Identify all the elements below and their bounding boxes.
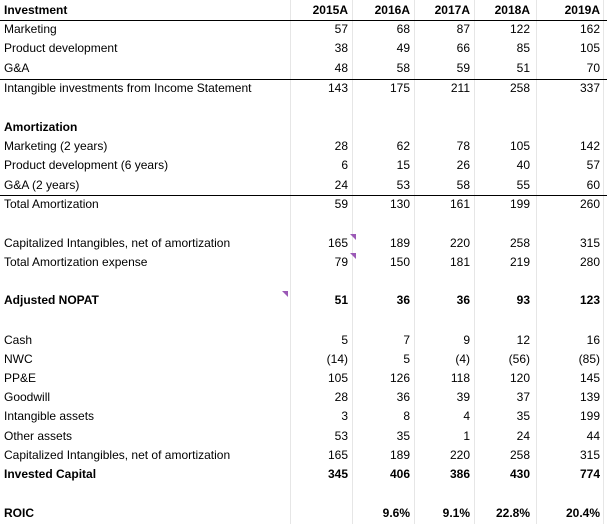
cell: 35 — [516, 409, 530, 423]
cell: 60 — [586, 178, 600, 192]
cell: 315 — [579, 236, 600, 250]
cell: 105 — [327, 371, 348, 385]
row-label: Product development (6 years) — [4, 158, 169, 172]
row-label: Intangible assets — [4, 409, 95, 423]
cell: 315 — [579, 448, 600, 462]
row-label: Cash — [4, 333, 33, 347]
row-label: Marketing — [4, 22, 57, 36]
cell: 62 — [396, 139, 410, 153]
cell: 1 — [463, 429, 470, 443]
row-label: Total Amortization expense — [4, 255, 148, 269]
cell: 189 — [389, 448, 410, 462]
cell: 6 — [341, 158, 348, 172]
cell: 59 — [334, 197, 348, 211]
cell: 258 — [509, 81, 530, 95]
cell: 87 — [456, 22, 470, 36]
year-2016A: 2016A — [374, 3, 410, 17]
comment-indicator-icon[interactable] — [282, 291, 288, 297]
year-2015A: 2015A — [312, 3, 348, 17]
roic-row[interactable] — [0, 504, 607, 523]
cell: 40 — [516, 158, 530, 172]
cell: 8 — [403, 409, 410, 423]
year-2017A: 2017A — [434, 3, 470, 17]
row-label: NWC — [4, 352, 33, 366]
row-label: Product development — [4, 41, 118, 55]
table-row[interactable] — [0, 369, 607, 388]
section-title-row[interactable] — [0, 118, 607, 137]
table-row[interactable] — [0, 388, 607, 407]
cell: 28 — [334, 390, 348, 404]
cell: 78 — [456, 139, 470, 153]
cell: (56) — [508, 352, 530, 366]
row-label: Adjusted NOPAT — [4, 293, 99, 307]
table-row[interactable] — [0, 137, 607, 156]
cell: (14) — [326, 352, 348, 366]
cell: 430 — [509, 467, 530, 481]
table-row[interactable] — [0, 446, 607, 465]
row-label: Other assets — [4, 429, 73, 443]
cell: 150 — [389, 255, 410, 269]
cell: 105 — [509, 139, 530, 153]
year-2019A: 2019A — [564, 3, 600, 17]
cell: 9.1% — [442, 506, 470, 520]
row-label: Capitalized Intangibles, net of amortization — [4, 236, 231, 250]
cell: 199 — [509, 197, 530, 211]
row-label: Marketing (2 years) — [4, 139, 108, 153]
section-title-investment: Investment — [4, 3, 68, 17]
cell: 4 — [463, 409, 470, 423]
cell: 51 — [334, 293, 348, 307]
cell: 280 — [579, 255, 600, 269]
cell: 53 — [396, 178, 410, 192]
cell: 189 — [389, 236, 410, 250]
cell: 386 — [449, 467, 470, 481]
cell: 337 — [579, 81, 600, 95]
row-label: G&A (2 years) — [4, 178, 80, 192]
cell: 26 — [456, 158, 470, 172]
cell: 58 — [396, 61, 410, 75]
cell: 118 — [450, 371, 470, 385]
comment-indicator-icon[interactable] — [350, 253, 356, 259]
cell: 181 — [449, 255, 470, 269]
cell: 161 — [449, 197, 470, 211]
cell: 406 — [389, 467, 410, 481]
cell: 22.8% — [495, 506, 530, 520]
cell: 139 — [579, 390, 600, 404]
comment-indicator-icon[interactable] — [350, 234, 356, 240]
row-label: Capitalized Intangibles, net of amortization — [4, 448, 231, 462]
row-label: Intangible investments from Income Statement — [4, 81, 252, 95]
cell: 58 — [456, 178, 470, 192]
cell: 260 — [579, 197, 600, 211]
table-row[interactable] — [0, 407, 607, 426]
cell: 9.6% — [382, 506, 410, 520]
cell: (4) — [455, 352, 470, 366]
table-row[interactable] — [0, 59, 607, 78]
cell: 38 — [334, 41, 348, 55]
cell: 85 — [516, 41, 530, 55]
cell: 93 — [516, 293, 530, 307]
row-label: PP&E — [4, 371, 37, 385]
table-row[interactable] — [0, 176, 607, 195]
cell: 123 — [579, 293, 600, 307]
table-row[interactable] — [0, 253, 607, 272]
cell: 57 — [334, 22, 348, 36]
table-row[interactable] — [0, 156, 607, 175]
year-2018A: 2018A — [494, 3, 530, 17]
section-title-amortization: Amortization — [4, 120, 78, 134]
table-row[interactable] — [0, 350, 607, 369]
row-label: ROIC — [4, 506, 34, 520]
row-label: G&A — [4, 61, 30, 75]
cell: 5 — [341, 333, 348, 347]
cell: 175 — [389, 81, 410, 95]
cell — [296, 504, 348, 523]
cell: 120 — [509, 371, 530, 385]
cell: 79 — [334, 255, 348, 269]
cell: 126 — [389, 371, 410, 385]
cell: 53 — [334, 429, 348, 443]
cell: 105 — [579, 41, 600, 55]
cell: 220 — [449, 448, 470, 462]
cell: 49 — [396, 41, 410, 55]
cell: 48 — [334, 61, 348, 75]
cell: 130 — [389, 197, 410, 211]
cell: 162 — [579, 22, 600, 36]
cell: 774 — [579, 467, 600, 481]
cell: 122 — [509, 22, 530, 36]
table-row[interactable] — [0, 234, 607, 253]
cell: 20.4% — [565, 506, 600, 520]
row-label: Goodwill — [4, 390, 51, 404]
cell: 258 — [509, 236, 530, 250]
cell: 28 — [334, 139, 348, 153]
cell: 7 — [403, 333, 410, 347]
cell: 24 — [516, 429, 530, 443]
total-row[interactable] — [0, 79, 607, 98]
cell: 5 — [403, 352, 410, 366]
cell: 165 — [327, 448, 348, 462]
cell: 57 — [586, 158, 600, 172]
cell: 66 — [456, 41, 470, 55]
cell: 258 — [509, 448, 530, 462]
cell: 345 — [327, 467, 348, 481]
cell: 35 — [396, 429, 410, 443]
cell: 39 — [456, 390, 470, 404]
cell: 143 — [327, 81, 348, 95]
cell: 219 — [509, 255, 530, 269]
cell: 142 — [579, 139, 600, 153]
nopat-row[interactable] — [0, 291, 607, 310]
row-label: Invested Capital — [4, 467, 97, 481]
cell: 199 — [579, 409, 600, 423]
cell: 3 — [341, 409, 348, 423]
cell: 68 — [396, 22, 410, 36]
cell: 44 — [586, 429, 600, 443]
total-row[interactable] — [0, 195, 607, 214]
cell: 145 — [579, 371, 600, 385]
cell: 36 — [396, 293, 410, 307]
table-row[interactable] — [0, 427, 607, 446]
table-row[interactable] — [0, 20, 607, 39]
cell: 9 — [463, 333, 470, 347]
cell: 36 — [456, 293, 470, 307]
total-row[interactable] — [0, 465, 607, 484]
cell: 51 — [516, 61, 530, 75]
cell: 70 — [586, 61, 600, 75]
table-row[interactable] — [0, 39, 607, 58]
cell: 36 — [396, 390, 410, 404]
table-row[interactable] — [0, 331, 607, 350]
cell: 220 — [449, 236, 470, 250]
cell: 15 — [396, 158, 410, 172]
row-label: Total Amortization — [4, 197, 99, 211]
header-row[interactable] — [0, 1, 607, 20]
cell: (85) — [578, 352, 600, 366]
cell: 12 — [516, 333, 530, 347]
cell: 165 — [327, 236, 348, 250]
cell: 55 — [516, 178, 530, 192]
cell: 59 — [456, 61, 470, 75]
cell: 16 — [586, 333, 600, 347]
cell: 24 — [334, 178, 348, 192]
cell: 211 — [450, 81, 470, 95]
cell: 37 — [516, 390, 530, 404]
